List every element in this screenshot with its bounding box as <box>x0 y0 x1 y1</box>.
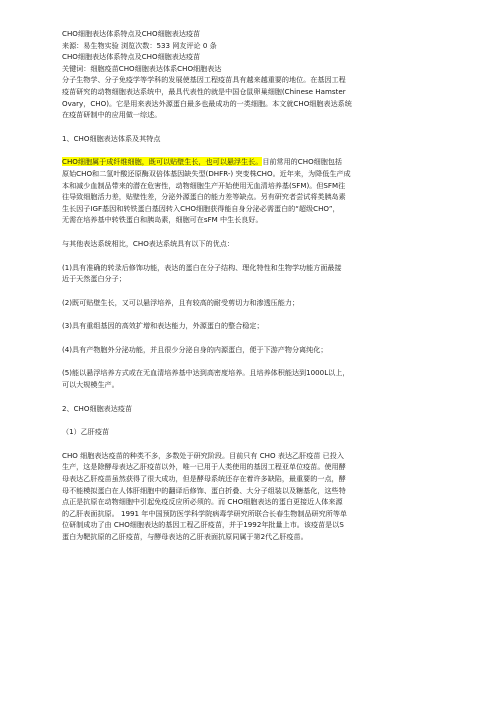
paragraph-line: 本和减少血制品带来的潜在危害性，动物细胞生产开始使用无血清培养基(SFM)。但SFM往 <box>62 180 346 190</box>
advantages-intro: 与其他表达系统相比，CHO表达系统具有以下的优点： <box>62 238 234 248</box>
paragraph-first-line <box>62 156 456 168</box>
advantage-line: 近于天然蛋白分子； <box>62 274 126 284</box>
keywords: 关键词：细胞疫苗CHO细胞表达体系CHO细胞表达 <box>62 63 222 73</box>
intro-line: 分子生物学、分子免疫学等学科的发展使基因工程疫苗具有越来越重要的地位。在基因工程 <box>62 75 346 85</box>
paragraph-line: 无需在培养基中转铁蛋白和胰岛素，细胞可在sFM 中生长良好。 <box>62 215 263 225</box>
advantage-item-2: (2)既可贴壁生长，又可以悬浮培养，且有较高的耐受剪切力和渗透压能力； <box>62 297 300 307</box>
paragraph-line: 生长因子IGF基因和转铁蛋白基因转入CHO细胞获得能自身分泌必需蛋白的“超级CHO”， <box>62 203 340 213</box>
paragraph-line: 母不能模拟蛋白在人体肝细胞中的翻译后修饰、蛋白折叠、大分子组装以及糖基化，这些特 <box>62 485 346 495</box>
section-2-paragraph <box>62 450 456 543</box>
advantage-line: 可以大规模生产。 <box>62 380 119 390</box>
intro-paragraph <box>62 74 456 120</box>
paragraph-line: 原始CHO和二氢叶酸还原酶双倍体基因缺失型(DHFR-) 突变株CHO。近年来，为降低生产成 <box>62 168 351 178</box>
paragraph-line: 蛋白为靶抗原的乙肝疫苗，与酵母表达的乙肝表面抗原同属于第2代乙肝疫苗。 <box>62 532 308 541</box>
advantage-item-1 <box>62 262 456 285</box>
highlighted-text: CHO细胞属于成纤维细胞，既可以贴壁生长，也可以悬浮生长。 <box>62 157 263 167</box>
source-meta: 来源：易生物实验 浏览次数：533 网友评论 0 条 <box>62 40 217 50</box>
subsection-heading-hepatitis: （1）乙肝疫苗 <box>62 427 110 437</box>
advantage-line: (5)能以悬浮培养方式或在无血清培养基中达到高密度培养。且培养体积能达到1000L以上， <box>62 368 350 378</box>
section-1-paragraph <box>62 156 456 226</box>
document-title: CHO细胞表达体系特点及CHO细胞表达疫苗 <box>62 29 201 38</box>
paragraph-text: 目前常用的CHO细胞包括 <box>262 157 343 167</box>
advantage-item-3: (3)具有重组基因的高效扩增和表达能力，外源蛋白的整合稳定； <box>62 321 264 331</box>
section-2-heading: 2、CHO细胞表达疫苗 <box>62 403 133 413</box>
advantage-item-4: (4)具有产物胞外分泌功能，并且很少分泌自身的内源蛋白，便于下游产物分离纯化； <box>62 344 328 354</box>
paragraph-line: 点正是抗原在动物细胞中引起免疫反应所必须的。而 CHO细胞表达的蛋白更接近人体来源 <box>62 497 343 507</box>
intro-line: Ovary，CHO)。它是用来表达外源蛋白最多也最成功的一类细胞。本文就CHO细胞表达系统 <box>62 98 352 108</box>
intro-line: 疫苗研究的动物细胞表达系统中，最具代表性的就是中国仓鼠卵巢细胞(Chinese Hamster <box>62 86 346 96</box>
section-1-heading: 1、CHO细胞表达体系及其特点 <box>62 133 161 143</box>
paragraph-line: 生产，这是除酵母表达乙肝疫苗以外，唯一已用于人类使用的基因工程亚单位疫苗。使用酵 <box>62 462 346 472</box>
paragraph-line: 位研制成功了由 CHO细胞表达的基因工程乙肝疫苗，并于1992年批量上市。该疫苗是以S <box>62 520 344 530</box>
advantage-line: (1)具有准确的转录后修饰功能，表达的蛋白在分子结构、理化特性和生物学功能方面最接 <box>62 262 342 272</box>
intro-line: 在疫苗研制中的应用做一综述。 <box>62 110 162 120</box>
paragraph-line: CHO 细胞表达疫苗的种类不多，多数处于研究阶段。目前只有 CHO 表达乙肝疫苗 已投入 <box>62 450 344 460</box>
paragraph-line: 的乙肝表面抗原。 1991 年中国预防医学科学院病毒学研究所联合长春生物制品研究所等单 <box>62 508 348 518</box>
paragraph-line: 往导致细胞活力差，贴壁性差，分泌外源蛋白的能力差等缺点。另有研究者尝试将类胰岛素 <box>62 192 346 202</box>
advantage-item-5 <box>62 367 456 390</box>
document-subtitle: CHO细胞表达体系特点及CHO细胞表达疫苗 <box>62 52 201 62</box>
paragraph-line: 母表达乙肝疫苗虽然获得了很大成功，但是酵母系统还存在着许多缺陷，最重要的一点，酵 <box>62 474 346 484</box>
